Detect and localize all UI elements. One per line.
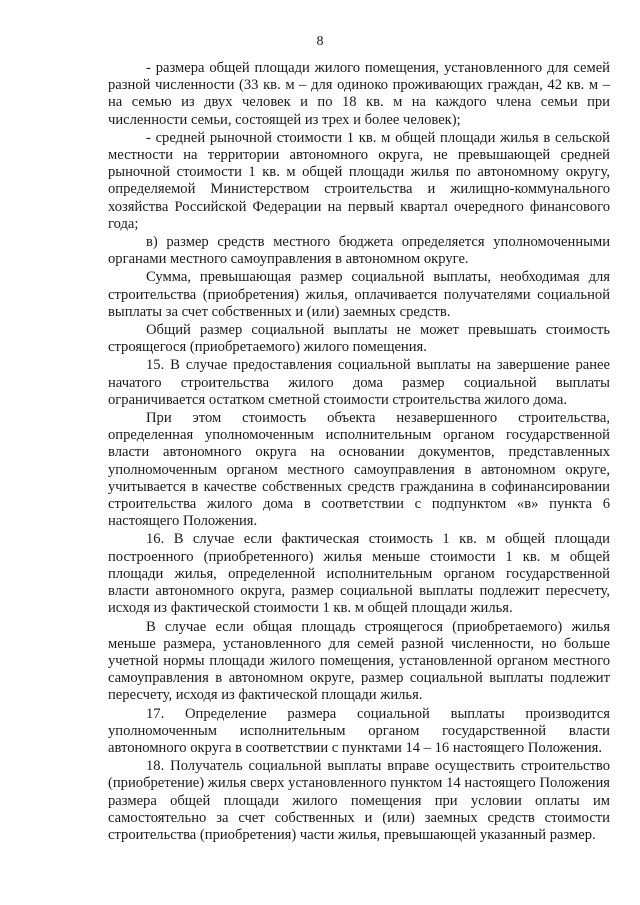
paragraph-item-15: 15. В случае предоставления социальной выплаты на завершение ранее начатого строительства жилого дома размер социальной выплаты ограничивается остатком сметной стоимости строительства жилого дома. xyxy=(108,357,610,408)
paragraph-price-criterion: - средней рыночной стоимости 1 кв. м общей площади жилья в сельской местности на территории автономного округа, не превышающей средней рыночной стоимости 1 кв. м общей площади жилья по автономному округу, определяемой Министерством строительства и жилищно-коммунального хозяйства Российской Федерации на первый квартал очередного финансового года; xyxy=(108,129,610,232)
paragraph-payment-limit: Общий размер социальной выплаты не может превышать стоимость строящегося (приобретаемого) жилого помещения. xyxy=(108,322,610,356)
paragraph-excess-amount: Сумма, превышающая размер социальной выплаты, необходимая для строительства (приобретения) жилья, оплачивается получателями социальной выплаты за счет собственных и (или) заемных средств. xyxy=(108,269,610,320)
paragraph-area-recalculation: В случае если общая площадь строящегося (приобретаемого) жилья меньше размера, установленного для семей разной численности, но больше учетной нормы площади жилого помещения, установленной органом местного самоуправления в автономном округе, размер социальной выплаты подлежит пересчету, исходя из фактической площади жилья. xyxy=(108,618,610,704)
paragraph-area-criterion: - размера общей площади жилого помещения, установленного для семей разной численности (33 кв. м – для одиноко проживающих граждан, 42 кв. м – на семью из двух человек и по 18 кв. м на каждого члена семьи при численности семьи, состоящей из трех и более человек); xyxy=(108,60,610,128)
paragraph-local-budget: в) размер средств местного бюджета определяется уполномоченными органами местного самоуправления в автономном округе. xyxy=(108,234,610,268)
paragraph-item-16: 16. В случае если фактическая стоимость 1 кв. м общей площади построенного (приобретенного) жилья меньше стоимости 1 кв. м общей площади жилья, определенной исполнительным органом государственной власти автономного округа, размер социальной выплаты подлежит пересчету, исходя из фактической стоимости 1 кв. м общей площади жилья. xyxy=(108,531,610,617)
paragraph-item-18: 18. Получатель социальной выплаты вправе осуществить строительство (приобретение) жилья сверх установленного пунктом 14 настоящего Положения размера общей площади жилого помещения при условии оплаты им самостоятельно за счет собственных и (или) заемных средств стоимости строительства (приобретения) части жилья, превышающей указанный размер. xyxy=(108,758,610,843)
page-number: 8 xyxy=(316,34,324,49)
document-body xyxy=(108,60,610,845)
paragraph-item-17: 17. Определение размера социальной выплаты производится уполномоченным исполнительным органом государственной власти автономного округа в соответствии с пунктами 14 – 16 настоящего Положения. xyxy=(108,705,610,756)
paragraph-unfinished-construction: При этом стоимость объекта незавершенного строительства, определенная уполномоченным исполнительным органом государственной власти автономного округа на основании документов, представленных уполномоченным органом местного самоуправления в автономном округе, учитывается в качестве собственных средств гражданина в софинансировании строительства жилого дома в соответствии с подпунктом «в» пункта 6 настоящего Положения. xyxy=(108,410,610,530)
